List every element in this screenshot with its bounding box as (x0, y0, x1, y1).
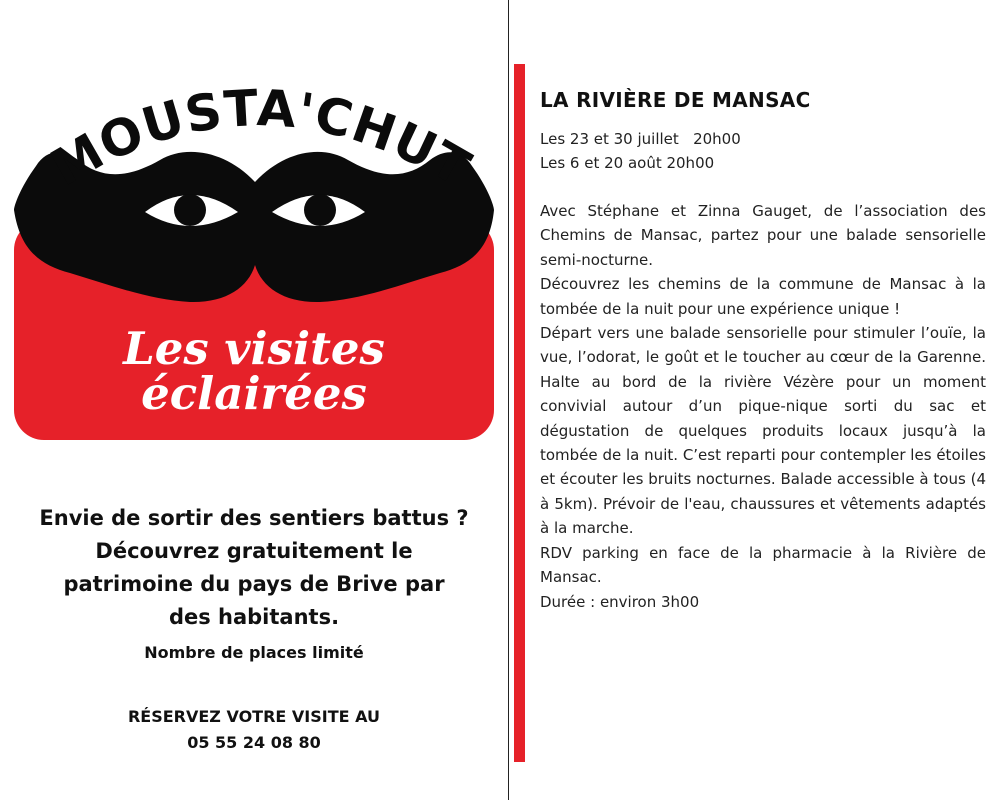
reserve-phone: 05 55 24 08 80 (187, 733, 321, 752)
reservation-block (14, 704, 494, 756)
fold-divider (508, 0, 509, 800)
event-title: LA RIVIÈRE DE MANSAC (540, 88, 811, 112)
moustachut-logo (0, 0, 508, 460)
event-description (540, 199, 986, 614)
red-accent-bar (514, 64, 525, 762)
description-paragraph: Avec Stéphane et Zinna Gauget, de l’association des Chemins de Mansac, partez pour une balade sensorielle semi-nocturne. (540, 202, 986, 269)
description-paragraph: Départ vers une balade sensorielle pour stimuler l’ouïe, la vue, l’odorat, le goût et le toucher au cœur de la Garenne. Halte au bord de la rivière Vézère pour un moment convivial autour d’un pique-nique sorti du sac et dégustation de quelques produits locaux jusqu’à la tombée de la nuit. C’est reparti pour contempler les étoiles et écouter les bruits nocturnes. Balade accessible à tous (4 à 5km). Prévoir de l'eau, chaussures et vêtements adaptés à la marche. (540, 324, 986, 538)
tagline-line: Découvrez gratuitement le (95, 539, 413, 563)
duration-line: Durée : environ 3h00 (540, 592, 700, 611)
description-paragraph: Découvrez les chemins de la commune de Mansac à la tombée de la nuit pour une expérience unique ! (540, 275, 986, 318)
limited-places-note: Nombre de places limité (144, 643, 364, 662)
reserve-label: RÉSERVEZ VOTRE VISITE AU (127, 707, 381, 726)
logo-title: MOUSTA'CHUT (41, 78, 481, 199)
tagline-line: des habitants. (168, 605, 340, 629)
tagline-line: patrimoine du pays de Brive par (63, 572, 445, 596)
logo-subtitle: Les visites éclairées (123, 322, 385, 420)
date-line: Les 6 et 20 août 20h00 (540, 154, 715, 172)
event-dates (540, 127, 980, 175)
tagline-line: Envie de sortir des sentiers battus ? (39, 506, 469, 530)
date-line: Les 23 et 30 juillet 20h00 (540, 130, 741, 148)
description-paragraph: RDV parking en face de la pharmacie à la Rivière de Mansac. (540, 543, 986, 587)
tagline (14, 502, 494, 634)
